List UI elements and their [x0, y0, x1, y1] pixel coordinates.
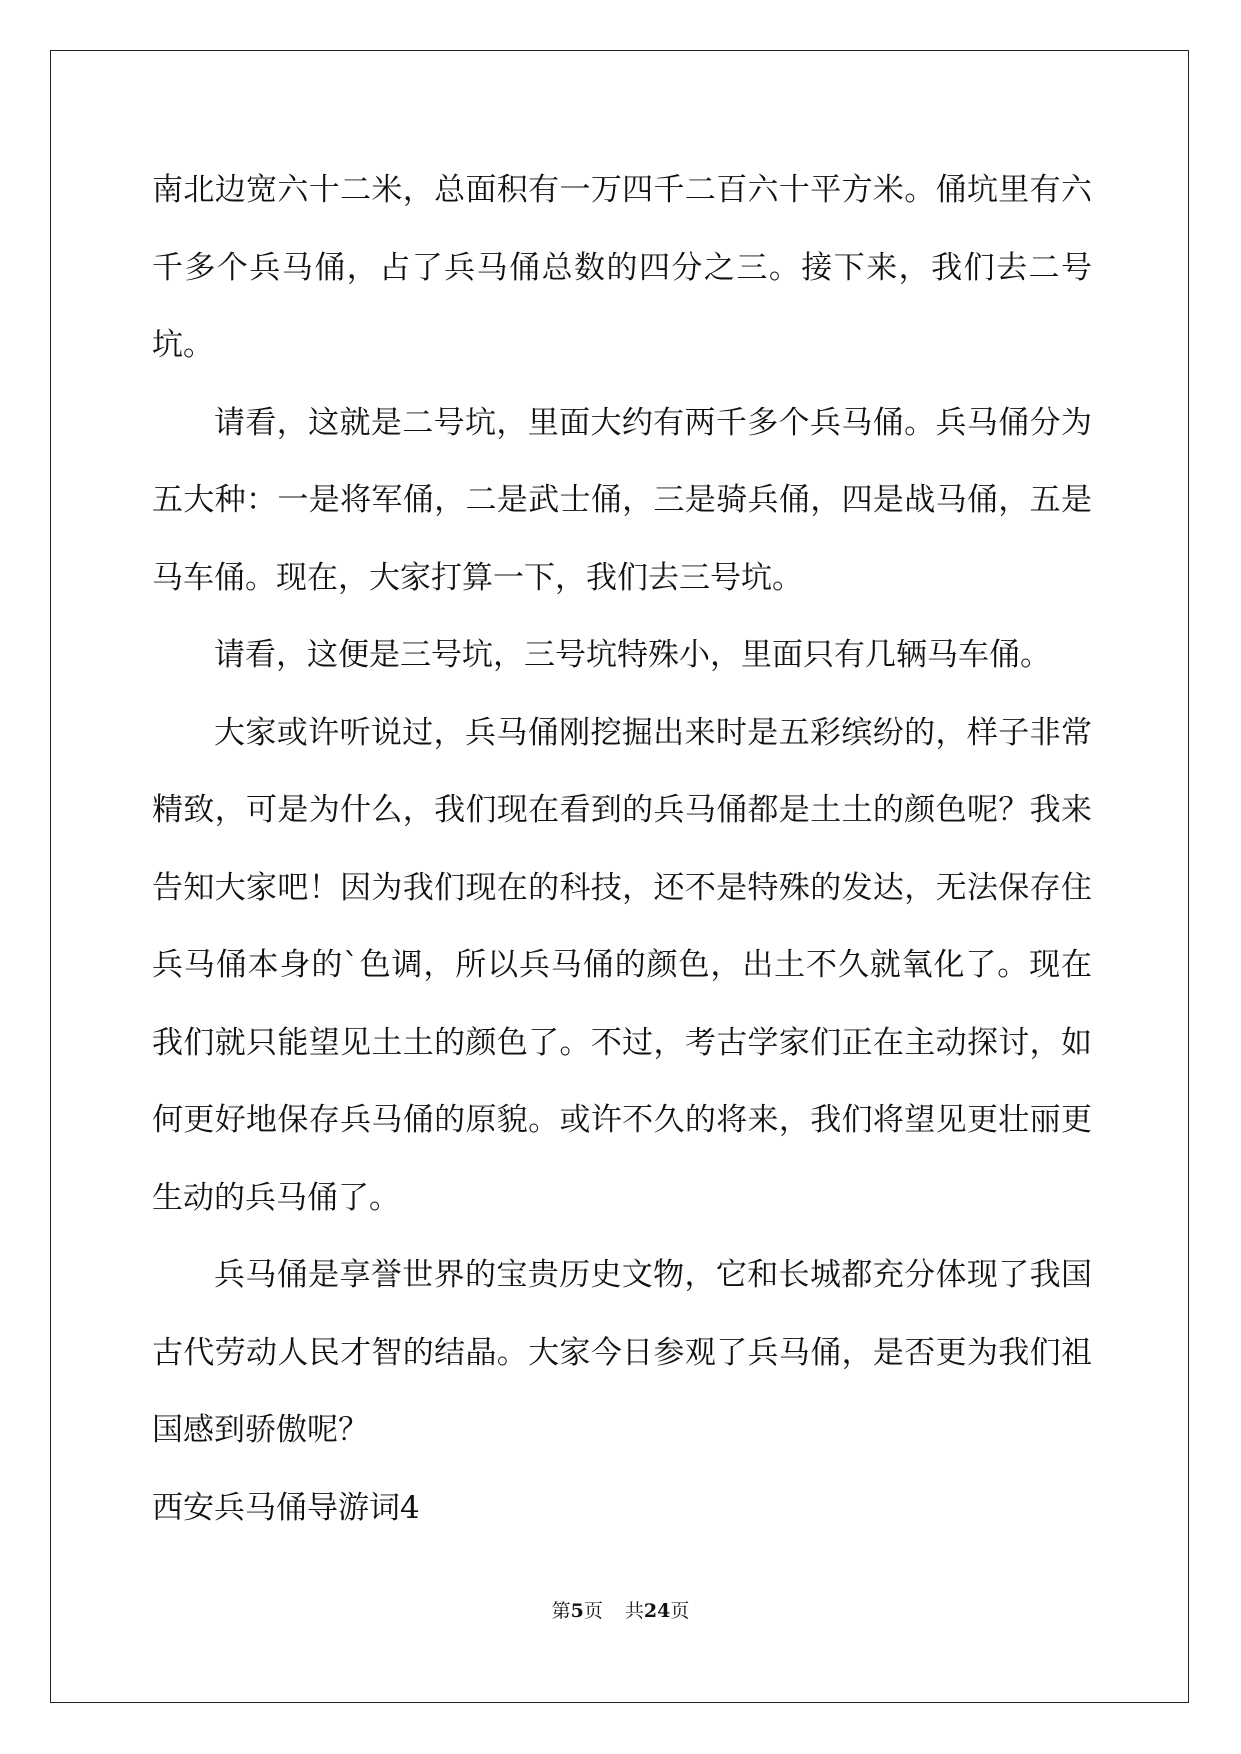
page-label-suffix: 页	[583, 1600, 603, 1622]
page-number: 5	[570, 1600, 584, 1622]
total-label-prefix: 共	[624, 1600, 644, 1622]
total-label-suffix: 页	[670, 1600, 690, 1622]
paragraph: 南北边宽六十二米，总面积有一万四千二百六十平方米。俑坑里有六千多个兵马俑，占了兵马俑总数的四分之三。接下来，我们去二号坑。	[152, 172, 1092, 363]
paragraph: 请看，这就是二号坑，里面大约有两千多个兵马俑。兵马俑分为五大种：一是将军俑，二是武士俑，三是骑兵俑，四是战马俑，五是马车俑。现在，大家打算一下，我们去三号坑。	[152, 404, 1092, 596]
paragraph: 请看，这便是三号坑，三号坑特殊小，里面只有几辆马车俑。	[214, 637, 1051, 673]
section-heading: 西安兵马俑导游词4	[152, 1489, 420, 1526]
page-footer	[0, 1596, 1241, 1623]
page-label-prefix: 第	[551, 1600, 571, 1622]
paragraph: 大家或许听说过，兵马俑刚挖掘出来时是五彩缤纷的，样子非常精致，可是为什么，我们现在看到的兵马俑都是土土的颜色呢？我来告知大家吧！因为我们现在的科技，还不是特殊的发达，无法保存住兵马俑本身的`色调，所以兵马俑的颜色，出土不久就氧化了。现在我们就只能望见土土的颜色了。不过，考古学家们正在主动探讨，如何更好地保存兵马俑的原貌。或许不久的将来，我们将望见更壮丽更生动的兵马俑了。	[152, 714, 1092, 1216]
paragraph: 兵马俑是享誉世界的宝贵历史文物，它和长城都充分体现了我国古代劳动人民才智的结晶。大家今日参观了兵马俑，是否更为我们祖国感到骄傲呢？	[152, 1257, 1092, 1448]
document-body	[152, 152, 1092, 1547]
total-pages: 24	[643, 1600, 671, 1622]
